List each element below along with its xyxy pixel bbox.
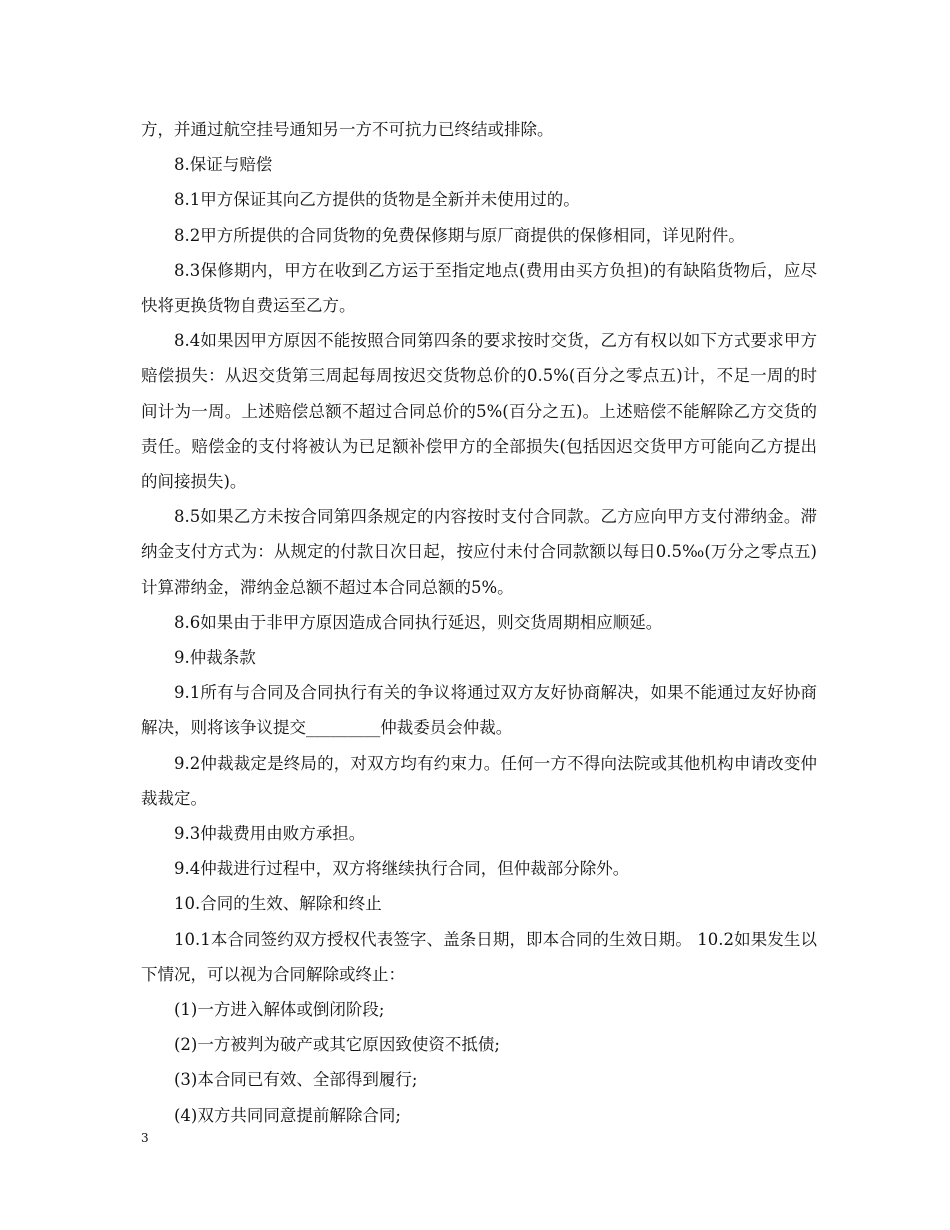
list-item-4: (4)双方共同同意提前解除合同; xyxy=(174,1105,401,1125)
clause-8-3: 8.3保修期内，甲方在收到乙方运于至指定地点(费用由买方负担)的有缺陷货物后，应尽快将更换货物自费运至乙方。 xyxy=(141,260,817,316)
list-item-2: (2)一方被判为破产或其它原因致使资不抵债; xyxy=(174,1035,500,1055)
clause-8-4: 8.4如果因甲方原因不能按照合同第四条的要求按时交货，乙方有权以如下方式要求甲方赔偿损失：从迟交货第三周起每周按迟交货物总价的0.5%(百分之零点五)计，不足一周的时间计为一周。上述赔偿总额不超过合同总价的5%(百分之五)。上述赔偿不能解除乙方交货的责任。赔偿金的支付将被认为已足额补偿甲方的全部损失(包括因迟交货甲方可能向乙方提出的间接损失)。 xyxy=(141,331,817,492)
paragraph-continuation: 方，并通过航空挂号通知另一方不可抗力已终结或排除。 xyxy=(141,120,554,139)
clause-9-3: 9.3仲裁费用由败方承担。 xyxy=(174,824,366,844)
clause-8-5: 8.5如果乙方未按合同第四条规定的内容按时支付合同款。乙方应向甲方支付滞纳金。滞纳金支付方式为：从规定的付款日次日起，按应付未付合同款额以每日0.5‰(万分之零点五)计算滞纳金，滞纳金总额不超过本合同总额的5%。 xyxy=(141,507,817,597)
page-number: 3 xyxy=(141,1131,149,1145)
section-heading-8: 8.保证与赔偿 xyxy=(174,155,273,175)
document-body xyxy=(141,112,817,1133)
clause-9-4: 9.4仲裁进行过程中，双方将继续执行合同，但仲裁部分除外。 xyxy=(174,859,630,879)
section-heading-9: 9.仲裁条款 xyxy=(174,648,256,668)
clause-9-2: 9.2仲裁裁定是终局的，对双方均有约束力。任何一方不得向法院或其他机构申请改变仲裁裁定。 xyxy=(141,753,817,808)
clause-8-6: 8.6如果由于非甲方原因造成合同执行延迟，则交货周期相应顺延。 xyxy=(174,612,663,632)
section-heading-10: 10.合同的生效、解除和终止 xyxy=(174,894,382,914)
list-item-1: (1)一方进入解体或倒闭阶段; xyxy=(174,1000,385,1020)
clause-8-1: 8.1甲方保证其向乙方提供的货物是全新并未使用过的。 xyxy=(174,190,580,210)
clause-10-1: 10.1本合同签约双方授权代表签字、盖条日期，即本合同的生效日期。 10.2如果发生以下情况，可以视为合同解除或终止： xyxy=(141,929,817,984)
list-item-3: (3)本合同已有效、全部得到履行; xyxy=(174,1070,418,1090)
clause-8-2: 8.2甲方所提供的合同货物的免费保修期与原厂商提供的保修相同，详见附件。 xyxy=(174,225,745,245)
clause-9-1: 9.1所有与合同及合同执行有关的争议将通过双方友好协商解决，如果不能通过友好协商解决，则将该争议提交_________仲裁委员会仲裁。 xyxy=(141,683,817,738)
